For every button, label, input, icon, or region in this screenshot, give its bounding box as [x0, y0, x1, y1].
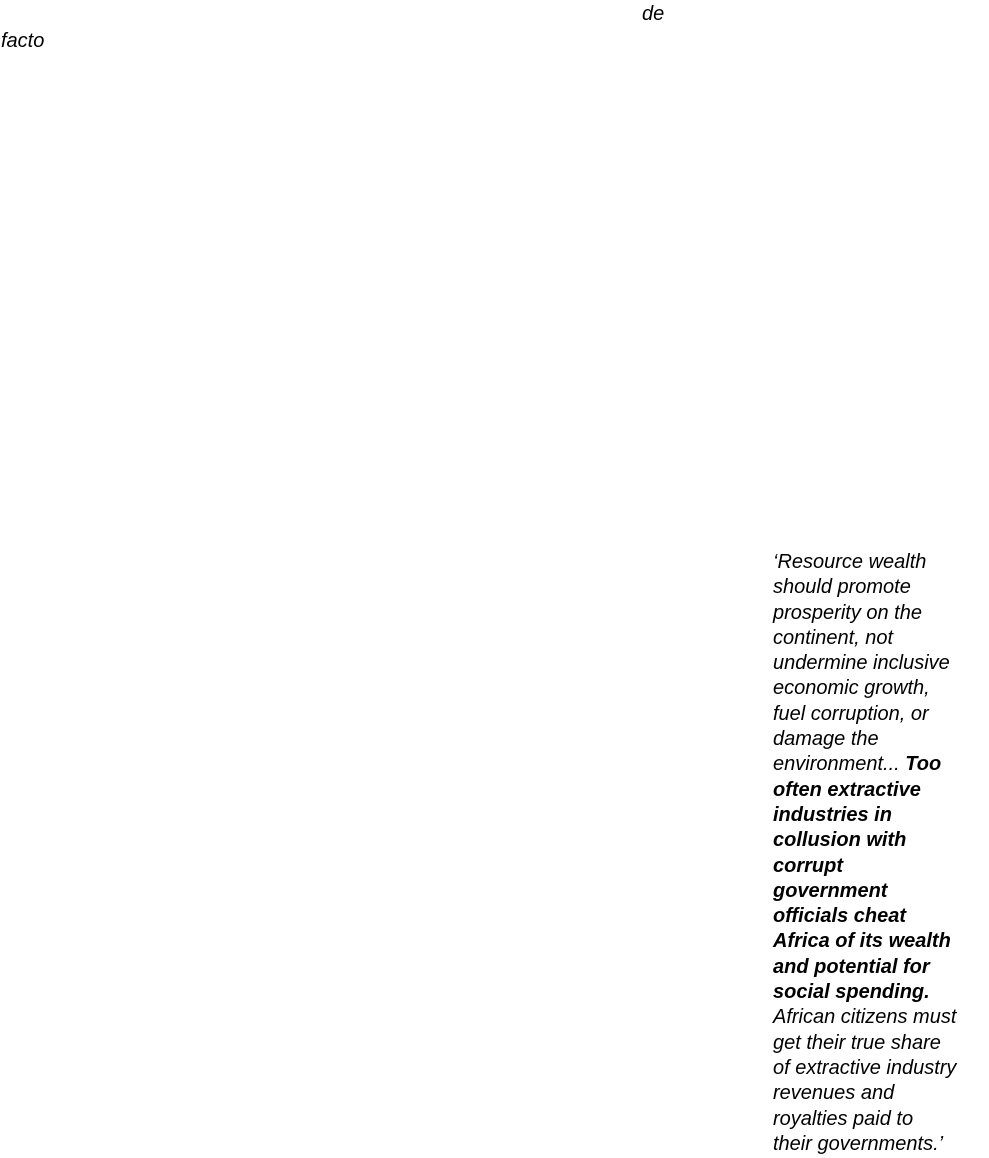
italic-fragment-facto: facto: [1, 30, 45, 52]
quote-line: get their true share: [773, 1031, 941, 1054]
quote-line: undermine inclusive: [773, 652, 950, 675]
quote-line-emphasis: government: [773, 879, 888, 902]
quote-line: fuel corruption, or: [773, 702, 929, 725]
quote-line: economic growth,: [773, 677, 930, 700]
quote-line: revenues and: [773, 1082, 895, 1105]
quote-line: damage the: [773, 728, 879, 751]
quote-line-emphasis: corrupt: [773, 854, 843, 877]
quote-line: ‘Resource wealth: [773, 551, 927, 573]
quote-line-emphasis: industries in: [773, 803, 892, 826]
quote-line: environment... Too: [773, 753, 942, 776]
quote-line: continent, not: [773, 626, 894, 649]
quote-line-emphasis: officials cheat: [773, 905, 907, 928]
quote-line: prosperity on the: [773, 601, 922, 624]
italic-fragment-de: de: [642, 3, 665, 25]
quote-line: royalties paid to: [773, 1107, 914, 1130]
quote-line: should promote: [773, 576, 911, 599]
pull-quote: [773, 550, 983, 1157]
quote-line-emphasis: and potential for: [773, 955, 930, 978]
quote-line-emphasis: often extractive: [773, 778, 921, 801]
quote-line-emphasis: collusion with: [773, 829, 907, 852]
quote-line-emphasis: Africa of its wealth: [773, 930, 951, 953]
quote-line: African citizens must: [773, 1006, 957, 1029]
quote-line-emphasis: social spending.: [773, 981, 930, 1004]
quote-line: of extractive industry: [773, 1056, 957, 1079]
quote-line: their governments.’: [773, 1132, 944, 1155]
